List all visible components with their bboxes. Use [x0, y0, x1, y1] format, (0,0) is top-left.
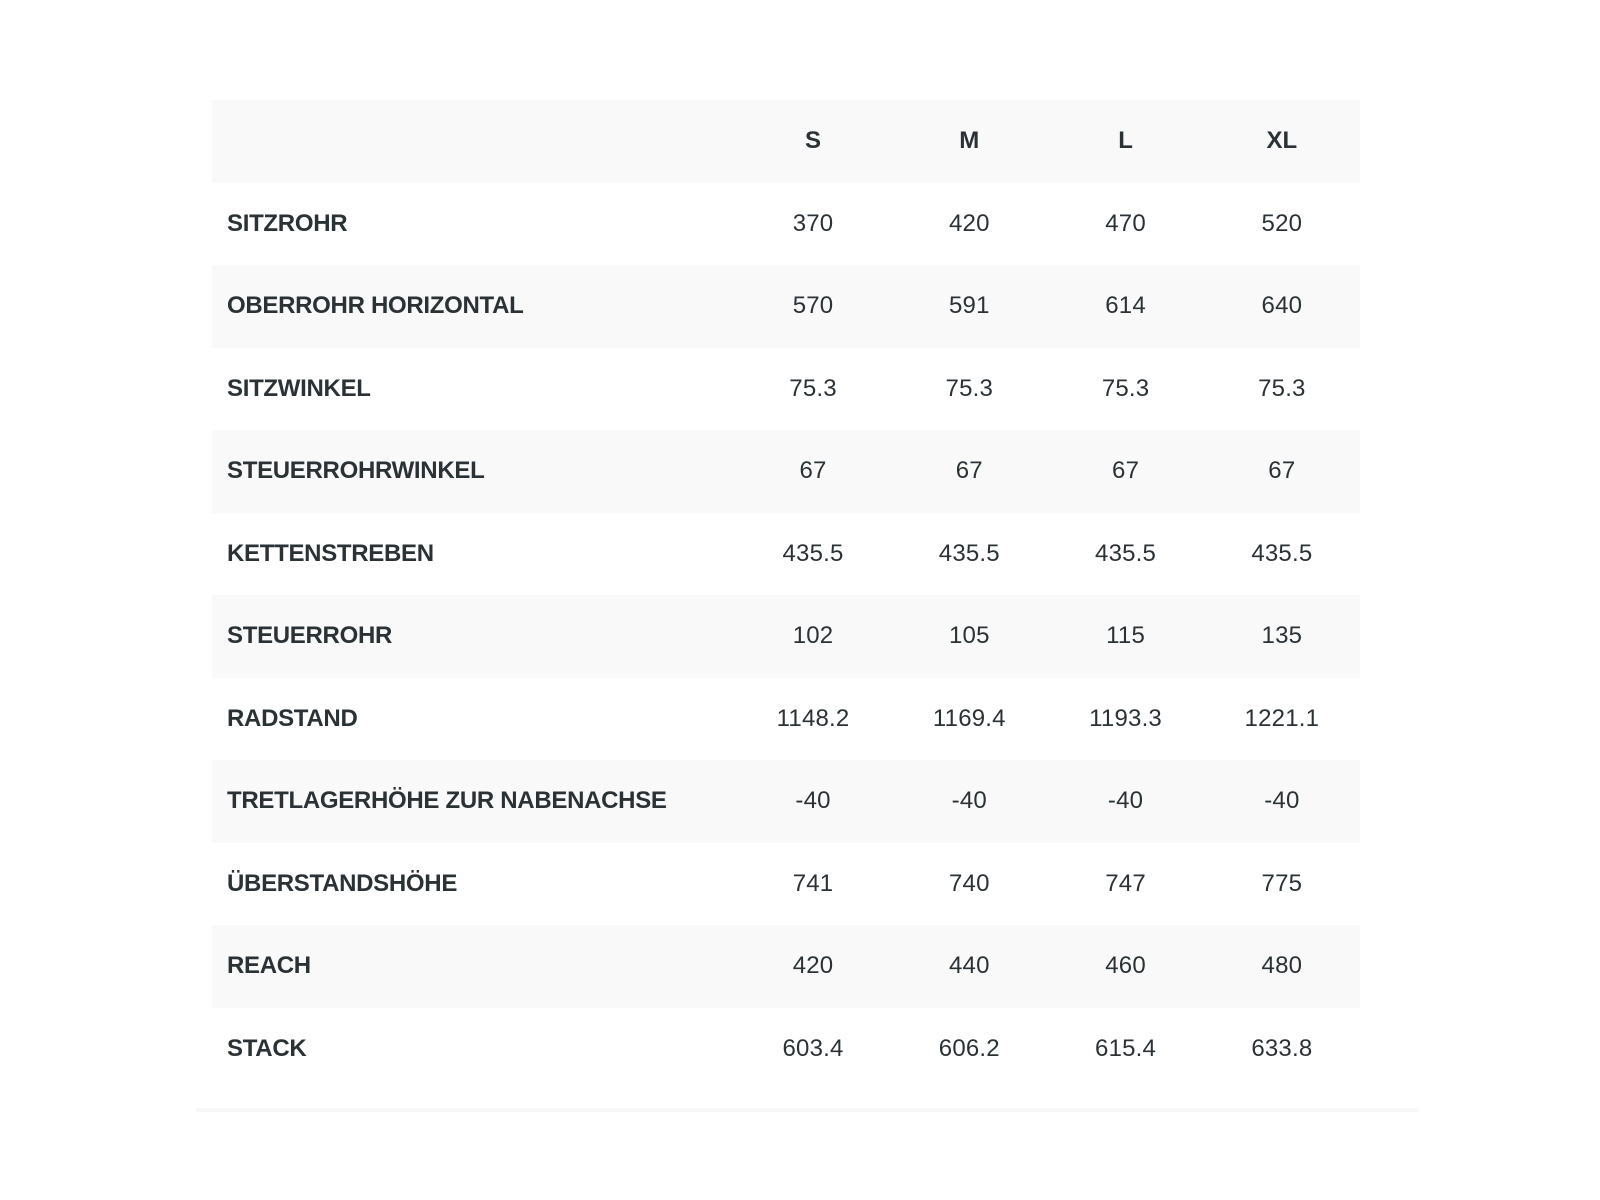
- table-cell: 67: [955, 457, 983, 485]
- header-size-l: L: [1118, 127, 1133, 155]
- table-cell: -40: [1107, 787, 1144, 815]
- row-label: ÜBERSTANDSHÖHE: [227, 869, 458, 897]
- header-size-s: S: [805, 127, 822, 155]
- table-cell: 67: [1268, 457, 1296, 485]
- table-cell: -40: [951, 787, 987, 815]
- table-cell: 614: [1105, 292, 1146, 320]
- geometry-table-container: [212, 100, 1360, 1090]
- table-cell: 67: [1112, 457, 1140, 485]
- table-cell: 420: [948, 209, 990, 237]
- geometry-table: [212, 100, 1360, 1090]
- table-cell: 1169.4: [932, 704, 1006, 732]
- row-label: RADSTAND: [227, 704, 358, 732]
- table-cell: 1148.2: [776, 704, 850, 732]
- table-cell: 135: [1261, 622, 1303, 650]
- header-size-m: M: [959, 127, 980, 155]
- table-cell: 435.5: [1251, 539, 1313, 567]
- table-cell: 75.3: [1258, 374, 1306, 402]
- row-label: OBERROHR HORIZONTAL: [227, 292, 524, 320]
- table-cell: 435.5: [782, 539, 844, 567]
- table-row: [212, 595, 1360, 678]
- table-cell: -40: [1264, 787, 1300, 815]
- table-cell: 75.3: [1101, 374, 1150, 402]
- table-cell: 102: [792, 622, 834, 650]
- table-row: [212, 348, 1360, 431]
- table-cell: 370: [792, 209, 834, 237]
- row-label: TRETLAGERHÖHE ZUR NABENACHSE: [227, 787, 667, 815]
- table-cell: 435.5: [938, 539, 1000, 567]
- table-cell: -40: [795, 787, 831, 815]
- table-cell: 75.3: [945, 374, 994, 402]
- table-cell: 67: [799, 457, 827, 485]
- header-size-xl: XL: [1266, 127, 1298, 155]
- table-cell: 615.4: [1095, 1034, 1157, 1062]
- table-cell: 435.5: [1095, 539, 1157, 567]
- table-row: [212, 678, 1360, 761]
- row-label: REACH: [227, 952, 311, 980]
- table-cell: 115: [1106, 622, 1145, 650]
- row-label: STEUERROHRWINKEL: [227, 457, 485, 485]
- table-row: [212, 843, 1360, 926]
- table-cell: 1193.3: [1089, 704, 1162, 732]
- table-cell: 591: [948, 292, 990, 320]
- table-cell: 606.2: [938, 1034, 1000, 1062]
- row-label: SITZWINKEL: [227, 374, 371, 402]
- row-label: STACK: [227, 1034, 307, 1062]
- table-cell: 741: [792, 869, 834, 897]
- table-bottom-divider: [196, 1108, 1418, 1112]
- table-cell: 420: [792, 952, 834, 980]
- table-header-row: [212, 100, 1360, 183]
- table-cell: 460: [1105, 952, 1146, 980]
- table-row: [212, 265, 1360, 348]
- table-row: [212, 430, 1360, 513]
- table-cell: 603.4: [782, 1034, 844, 1062]
- table-cell: 1221.1: [1244, 704, 1320, 732]
- table-cell: 75.3: [789, 374, 837, 402]
- table-row: [212, 925, 1360, 1008]
- table-cell: 640: [1261, 292, 1303, 320]
- row-label: KETTENSTREBEN: [227, 539, 434, 567]
- table-cell: 470: [1105, 209, 1146, 237]
- table-row: [212, 513, 1360, 596]
- table-row: [212, 1008, 1360, 1091]
- table-row: [212, 183, 1360, 266]
- table-cell: 747: [1105, 869, 1146, 897]
- header-empty-cell: [212, 100, 735, 183]
- table-cell: 480: [1261, 952, 1303, 980]
- table-cell: 570: [792, 292, 834, 320]
- table-cell: 520: [1261, 209, 1303, 237]
- table-row: [212, 760, 1360, 843]
- row-label: STEUERROHR: [227, 622, 393, 650]
- table-cell: 440: [948, 952, 990, 980]
- table-cell: 633.8: [1251, 1034, 1313, 1062]
- row-label: SITZROHR: [227, 209, 348, 237]
- table-cell: 740: [948, 869, 990, 897]
- table-cell: 105: [948, 622, 990, 650]
- table-cell: 775: [1261, 869, 1303, 897]
